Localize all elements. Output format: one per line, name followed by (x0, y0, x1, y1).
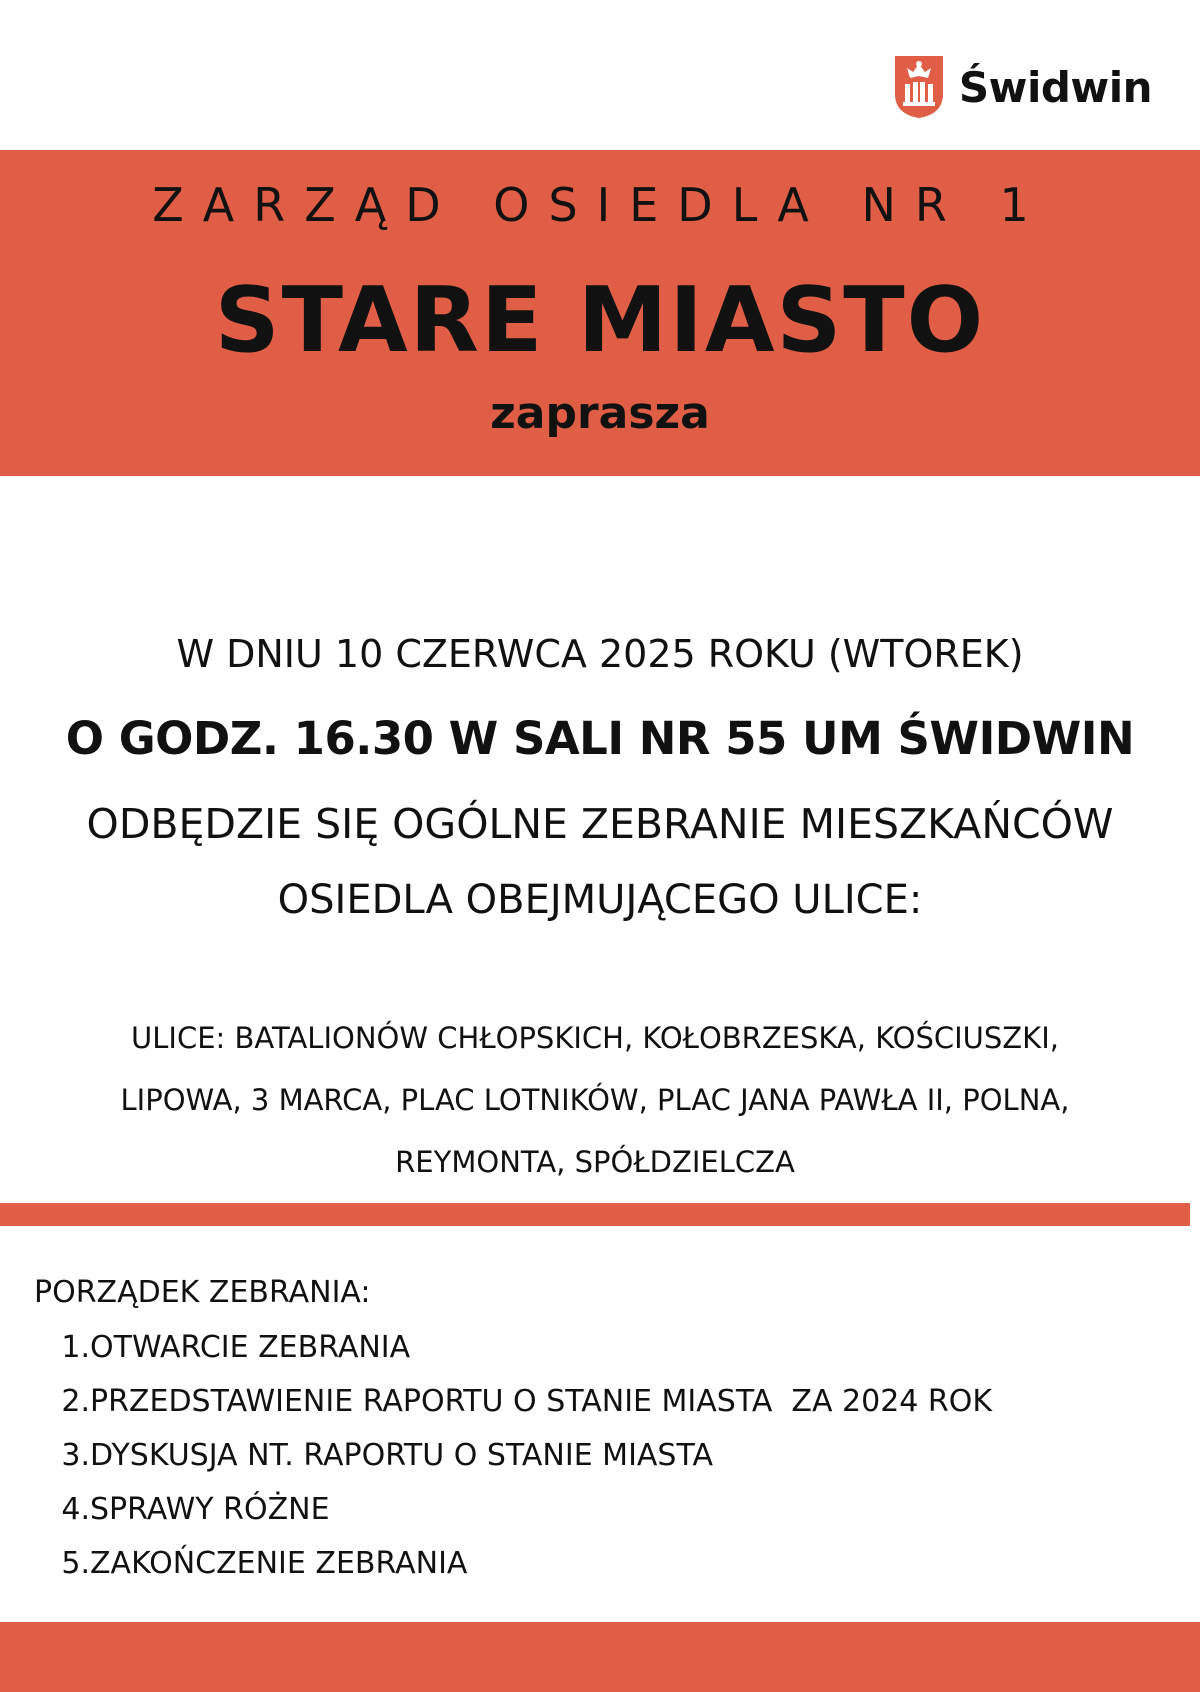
agenda-item (56, 1428, 992, 1482)
agenda-item-number: 2. (61, 1383, 90, 1419)
agenda-item (56, 1320, 992, 1374)
city-coat-of-arms-icon (893, 54, 945, 120)
agenda-item-text: ZAKOŃCZENIE ZEBRANIA (90, 1545, 468, 1581)
time-place-line: O GODZ. 16.30 W SALI NR 55 UM ŚWIDWIN (65, 712, 1135, 765)
agenda-item (56, 1536, 992, 1590)
streets-line: LIPOWA, 3 MARCA, PLAC LOTNIKÓW, PLAC JANA PAWŁA II, POLNA, (120, 1083, 1070, 1117)
footer-bar (0, 1622, 1200, 1692)
agenda-item-number: 1. (61, 1329, 90, 1365)
agenda-item-number: 5. (61, 1545, 90, 1581)
agenda-item-text: DYSKUSJA NT. RAPORTU O STANIE MIASTA (90, 1437, 713, 1473)
title-banner (0, 150, 1200, 476)
banner-subtitle: ZARZĄD OSIEDLA NR 1 (152, 178, 1048, 232)
agenda-item-text: SPRAWY RÓŻNE (90, 1491, 330, 1527)
streets-line: REYMONTA, SPÓŁDZIELCZA (395, 1145, 795, 1179)
date-line: W DNIU 10 CZERWCA 2025 ROKU (WTOREK) (176, 632, 1024, 676)
agenda-item (56, 1482, 992, 1536)
city-logo (893, 54, 1152, 120)
osiedle-line: OSIEDLA OBEJMUJĄCEGO ULICE: (277, 877, 923, 923)
streets-line: ULICE: BATALIONÓW CHŁOPSKICH, KOŁOBRZESKA, KOŚCIUSZKI, (131, 1021, 1059, 1055)
logo-text: Świdwin (958, 62, 1152, 112)
agenda-item (56, 1374, 992, 1428)
section-divider (0, 1203, 1190, 1226)
streets-list (40, 1007, 1150, 1193)
agenda-item-text: PRZEDSTAWIENIE RAPORTU O STANIE MIASTA ZA 2024 ROK (90, 1383, 993, 1419)
agenda-list (56, 1320, 992, 1590)
meeting-line: ODBĘDZIE SIĘ OGÓLNE ZEBRANIE MIESZKAŃCÓW (86, 800, 1114, 848)
agenda-title: PORZĄDEK ZEBRANIA: (34, 1275, 371, 1310)
agenda-item-number: 3. (61, 1437, 90, 1473)
agenda-item-text: OTWARCIE ZEBRANIA (90, 1329, 411, 1365)
banner-title: STARE MIASTO (214, 268, 986, 373)
agenda-item-number: 4. (61, 1491, 90, 1527)
banner-invite: zaprasza (490, 388, 710, 439)
